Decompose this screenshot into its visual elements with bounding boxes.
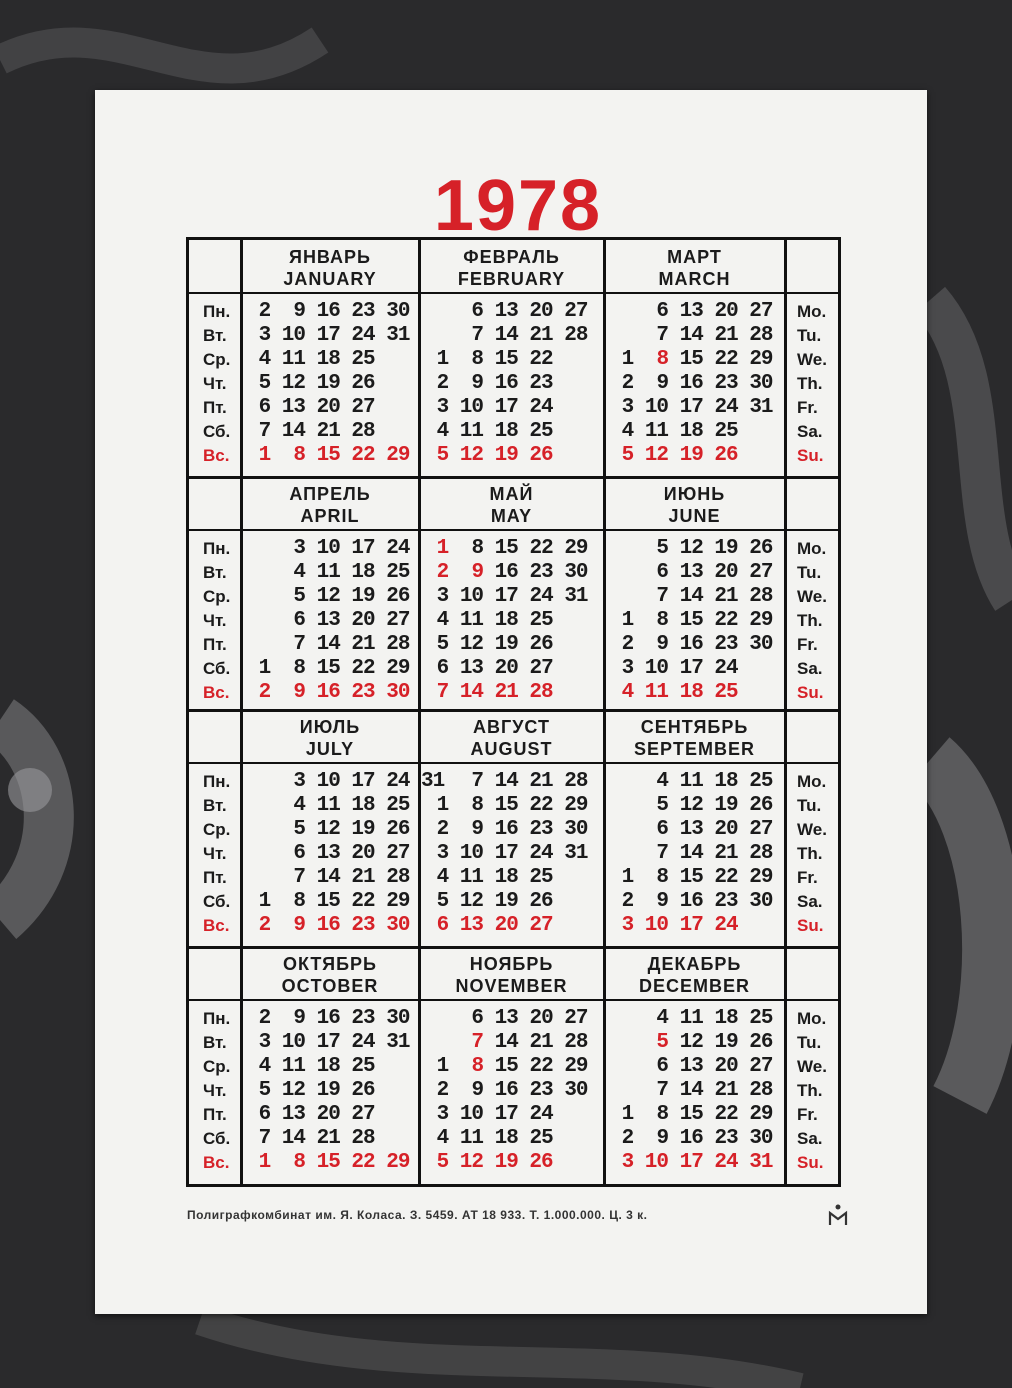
grid-band-line [189,709,838,712]
week-row: 7 14 21 28 [610,585,773,608]
grid-vline [418,240,421,1184]
weekday-label-ru: Пн. [203,539,231,558]
week-row: 3 10 17 24 31 [247,1031,410,1054]
week-row: 4 11 18 25 [247,794,410,817]
week-row: 7 14 21 28 [247,633,410,656]
grid-band-line [189,476,838,479]
weekday-label-ru: Чт. [203,611,227,630]
month-header [241,953,419,997]
weekday-label-ru: Вс. [203,1153,230,1172]
week-row: 7 14 21 28 [425,324,588,347]
week-row: 7 14 21 28 [247,866,410,889]
weekday-label-en: Th. [797,844,823,863]
week-row: 1 8 15 22 29 [247,657,410,680]
calendar-grid [186,237,841,1187]
weekday-label-ru: Вт. [203,796,227,815]
weekday-label-ru: Сб. [203,422,231,441]
month-name-ru: АВГУСТ [473,717,550,737]
week-row: 6 13 20 27 [656,1055,773,1078]
month-days [247,300,409,468]
grid-header-line [189,762,838,764]
week-row: 3 10 17 24 [610,914,738,937]
week-row: 6 13 20 27 [610,561,773,584]
week-row: 5 12 19 26 [247,1079,375,1102]
weekday-label-en: Fr. [797,1105,818,1124]
month-header [604,716,785,760]
week-row: 6 13 20 27 [436,657,553,680]
grid-vline [784,240,787,1184]
weekday-label-en: Tu. [797,563,822,582]
publisher-logo-icon [828,1203,848,1227]
month-header [241,246,419,290]
month-name-en: DECEMBER [638,976,750,996]
week-row: 6 13 20 27 [425,914,553,937]
week-row: 3 10 17 24 [610,657,738,680]
weekday-label-ru: Сб. [203,892,231,911]
week-row: 2 9 16 23 30 [621,1127,773,1150]
grid-vline [603,240,606,1184]
week-row: 1 8 15 22 29 [247,890,410,913]
weekday-label-en: Fr. [797,635,818,654]
week-row: 2 9 16 23 30 [247,1007,410,1030]
month-name-ru: МАЙ [489,484,534,504]
week-row: 1 8 15 22 29 [425,794,588,817]
week-row: 4 11 18 25 [425,420,553,443]
week-row: 2 9 16 23 30 [621,372,773,395]
week-row: 4 11 18 25 [610,770,773,793]
week-row: 3 10 17 24 31 [425,842,588,865]
printer-imprint: Полиграфкомбинат им. Я. Коласа. З. 5459. АТ 18 933. Т. 1.000.000. Ц. 3 к. [187,1208,648,1222]
weekday-label-ru: Вс. [203,446,230,465]
weekday-label-en: Mo. [797,539,827,558]
month-header [604,953,785,997]
week-row: 4 11 18 25 [656,1007,773,1030]
weekday-label-ru: Вт. [203,1033,227,1052]
week-row: 4 11 18 25 [610,681,738,704]
calendar-card [95,90,927,1314]
month-days [610,1007,773,1175]
week-row: 4 11 18 25 [247,348,375,371]
week-row: 1 8 15 22 [425,348,553,371]
week-row: 2 9 16 23 30 [247,300,410,323]
year-title: 1978 [433,166,603,246]
weekday-label-ru: Пт. [203,398,227,417]
month-days [425,1007,588,1175]
weekday-label-en: Su. [797,1153,824,1172]
month-name-ru: АПРЕЛЬ [289,484,371,504]
week-row: 4 11 18 25 [436,1127,553,1150]
week-row: 7 14 21 28 [425,770,588,793]
week-row: 6 13 20 27 [247,609,410,632]
weekday-labels-en [797,537,827,705]
weekday-label-ru: Чт. [203,844,227,863]
month-days [610,300,773,468]
month-name-ru: ОКТЯБРЬ [282,954,377,974]
week-row: 5 12 19 26 [247,585,410,608]
week-row: 3 10 17 24 31 [247,324,410,347]
week-row: 3 10 17 24 [247,537,410,560]
weekday-label-en: Mo. [797,302,827,321]
weekday-label-ru: Чт. [203,374,227,393]
week-row: 6 13 20 27 [471,1007,588,1030]
week-row: 2 9 16 23 30 [610,890,773,913]
weekday-label-en: Th. [797,611,823,630]
month-name-en: FEBRUARY [457,269,566,289]
week-row: 3 10 17 24 31 [247,770,445,793]
month-days [247,770,444,938]
grid-header-line [189,999,838,1001]
weekday-label-ru: Вс. [203,916,230,935]
weekday-label-en: Mo. [797,772,827,791]
weekday-label-en: Tu. [797,1033,822,1052]
month-days [247,537,409,705]
week-row: 1 8 15 22 29 [610,866,773,889]
weekday-label-ru: Сб. [203,1129,231,1148]
grid-header-line [189,292,838,294]
week-row: 6 13 20 27 [247,842,410,865]
week-row: 4 11 18 25 [436,609,553,632]
week-row: 5 12 19 26 [425,1151,553,1174]
weekday-label-en: Tu. [797,796,822,815]
week-row: 7 14 21 28 [471,1031,588,1054]
month-name-en: JULY [305,739,355,759]
month-header [419,483,604,527]
week-row: 2 9 16 23 30 [247,681,410,704]
weekday-label-en: Th. [797,1081,823,1100]
weekday-label-ru: Ср. [203,350,231,369]
weekday-labels-ru [203,1007,230,1175]
weekday-label-ru: Вт. [203,326,227,345]
weekday-label-en: Sa. [797,422,823,441]
month-name-en: AUGUST [470,739,553,759]
weekday-label-en: Su. [797,683,824,702]
weekday-label-en: We. [797,350,827,369]
weekday-label-en: Sa. [797,659,823,678]
month-name-ru: НОЯБРЬ [469,954,554,974]
month-name-ru: ИЮНЬ [663,484,726,504]
weekday-label-en: Tu. [797,326,822,345]
month-name-ru: ИЮЛЬ [299,717,361,737]
month-name-en: MARCH [658,269,731,289]
week-row: 1 8 15 22 29 [621,1103,773,1126]
week-row: 2 9 16 23 30 [425,818,588,841]
week-row: 5 12 19 26 [425,890,553,913]
week-row: 4 11 18 25 [247,561,410,584]
month-name-ru: ДЕКАБРЬ [647,954,742,974]
week-row: 7 14 21 28 [425,681,553,704]
weekday-labels-en [797,770,827,938]
weekday-labels-en [797,1007,827,1175]
weekday-label-ru: Чт. [203,1081,227,1100]
weekday-label-en: Su. [797,446,824,465]
week-row: 2 9 16 23 30 [247,914,410,937]
week-row: 5 12 19 26 [610,444,738,467]
week-row: 5 12 19 26 [247,372,375,395]
month-days [610,770,772,938]
weekday-label-en: We. [797,587,827,606]
week-row: 7 14 21 28 [247,420,375,443]
weekday-label-en: Fr. [797,398,818,417]
weekday-label-en: Su. [797,916,824,935]
month-days [610,537,772,705]
week-row: 3 10 17 24 31 [436,585,588,608]
weekday-label-ru: Вс. [203,683,230,702]
week-row: 6 13 20 27 [247,396,375,419]
weekday-label-ru: Пн. [203,772,231,791]
week-row: 3 10 17 24 31 [610,1151,773,1174]
week-row: 1 8 15 22 29 [436,1055,588,1078]
weekday-label-en: Th. [797,374,823,393]
weekday-label-ru: Пт. [203,868,227,887]
weekday-label-en: Sa. [797,1129,823,1148]
month-days [425,300,587,468]
weekday-label-ru: Пт. [203,635,227,654]
month-name-en: NOVEMBER [455,976,568,996]
week-row: 3 10 17 24 [425,396,553,419]
week-row: 6 13 20 27 [425,300,588,323]
week-row: 2 9 16 23 30 [436,1079,588,1102]
month-name-en: JUNE [668,506,721,526]
week-row: 3 10 17 24 [436,1103,553,1126]
week-row: 3 10 17 24 31 [621,396,773,419]
week-row: 1 8 15 22 29 [436,537,588,560]
month-name-en: JANUARY [283,269,377,289]
week-row: 4 11 18 25 [621,420,738,443]
month-name-en: APRIL [300,506,360,526]
weekday-label-ru: Ср. [203,1057,231,1076]
weekday-labels-ru [203,770,230,938]
weekday-labels-en [797,300,827,468]
grid-vline [240,240,243,1184]
month-days [247,1007,409,1175]
week-row: 5 12 19 26 [610,794,773,817]
week-row: 7 14 21 28 [656,324,773,347]
weekday-label-ru: Пн. [203,302,231,321]
month-days [425,770,587,938]
week-row: 5 12 19 26 [425,444,553,467]
month-name-en: SEPTEMBER [633,739,756,759]
week-row: 7 14 21 28 [610,842,773,865]
weekday-label-ru: Пт. [203,1105,227,1124]
weekday-label-en: Fr. [797,868,818,887]
weekday-label-ru: Сб. [203,659,231,678]
week-row: 5 12 19 26 [656,1031,773,1054]
week-row: 1 8 15 22 29 [247,444,410,467]
week-row: 7 14 21 28 [247,1127,375,1150]
month-header [419,716,604,760]
month-header [604,246,785,290]
week-row: 6 13 20 27 [656,300,773,323]
week-row: 5 12 19 26 [436,633,553,656]
weekday-label-en: Mo. [797,1009,827,1028]
weekday-label-ru: Вт. [203,563,227,582]
weekday-labels-ru [203,300,230,468]
week-row: 6 13 20 27 [610,818,773,841]
month-name-ru: ЯНВАРЬ [289,247,371,267]
month-header [419,953,604,997]
week-row: 1 8 15 22 29 [621,348,773,371]
grid-header-line [189,529,838,531]
week-row: 4 11 18 25 [425,866,553,889]
month-header [241,483,419,527]
month-name-ru: МАРТ [667,247,722,267]
week-row: 2 9 16 23 30 [610,633,773,656]
month-name-en: MAY [490,506,533,526]
week-row: 2 9 16 23 [425,372,553,395]
weekday-label-ru: Пн. [203,1009,231,1028]
month-name-ru: ФЕВРАЛЬ [463,247,560,267]
week-row: 1 8 15 22 29 [610,609,773,632]
month-header [241,716,419,760]
week-row: 2 9 16 23 30 [436,561,588,584]
week-row: 5 12 19 26 [247,818,410,841]
weekday-label-ru: Ср. [203,587,231,606]
month-days [425,537,588,705]
weekday-labels-ru [203,537,230,705]
weekday-label-en: We. [797,820,827,839]
month-name-ru: СЕНТЯБРЬ [640,717,749,737]
week-row: 4 11 18 25 [247,1055,375,1078]
month-header [419,246,604,290]
weekday-label-en: Sa. [797,892,823,911]
week-row: 1 8 15 22 29 [247,1151,410,1174]
grid-band-line [189,946,838,949]
week-row: 5 12 19 26 [610,537,773,560]
month-name-en: OCTOBER [281,976,379,996]
month-header [604,483,785,527]
week-row: 6 13 20 27 [247,1103,375,1126]
weekday-label-ru: Ср. [203,820,231,839]
week-row: 7 14 21 28 [656,1079,773,1102]
weekday-label-en: We. [797,1057,827,1076]
